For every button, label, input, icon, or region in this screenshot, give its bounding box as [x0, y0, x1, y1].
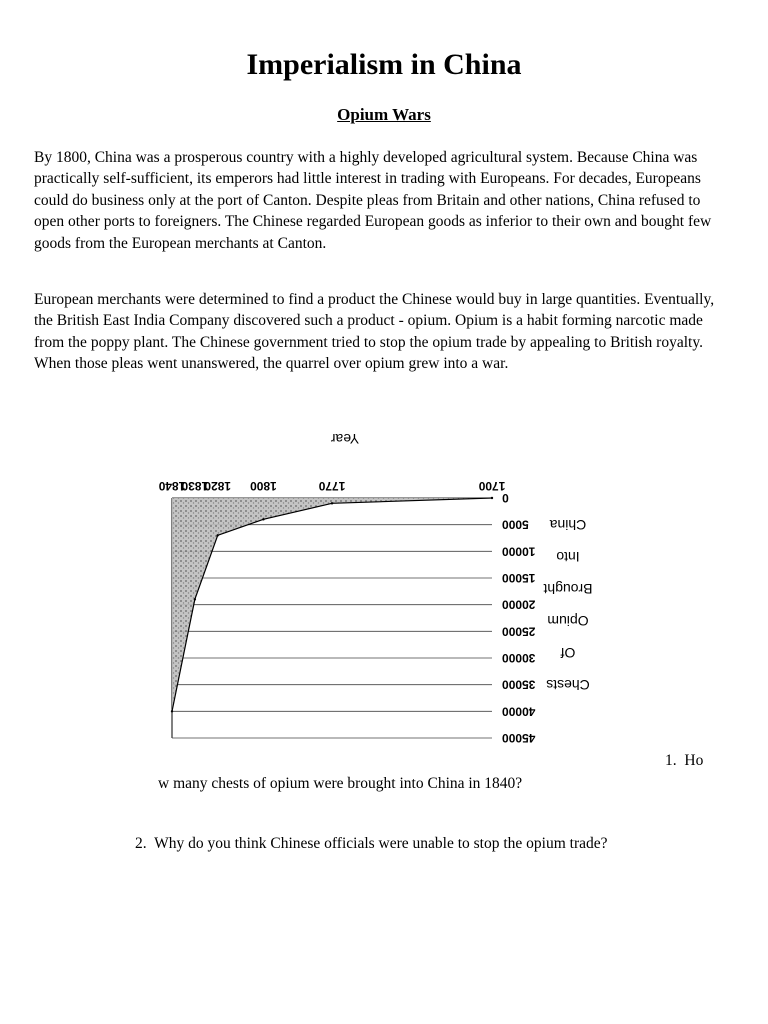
x-tick-label: 1840: [158, 479, 186, 493]
y-tick-label: 40000: [502, 704, 536, 719]
x-tick-label: 1820: [204, 479, 232, 493]
y-axis-label-word: Brought: [543, 581, 593, 597]
question-1-text: w many chests of opium were brought into China in 1840?: [158, 775, 523, 792]
y-tick-label: 35000: [502, 677, 536, 692]
section-subtitle: Opium Wars: [337, 105, 431, 124]
y-tick-label: 15000: [502, 571, 536, 585]
y-tick-label: 20000: [502, 597, 536, 612]
y-tick-label: 0: [502, 491, 509, 505]
x-tick-label: 1770: [318, 479, 346, 493]
question-2-text: Why do you think Chinese officials were unable to stop the opium trade?: [154, 835, 608, 852]
data-point: [262, 518, 264, 520]
x-tick-label: 1800: [250, 479, 277, 493]
chart-labels: [158, 431, 592, 745]
y-axis-label-word: Chests: [546, 677, 590, 693]
paragraph-opium: European merchants were determined to find a product the Chinese would buy in large quantities. Eventually, the British East India Company discovered such a product - opium. Opium is a habit forming narcotic made from the poppy plant. The Chinese government tried to stop the opium trade by appealing to British royalty. When those pleas went unanswered, the quarrel over opium grew into a war.: [34, 291, 715, 373]
y-tick-label: 5000: [502, 517, 529, 532]
x-tick-label: 1830: [181, 479, 209, 493]
question-2-number: 2.: [135, 835, 147, 852]
data-point: [171, 710, 173, 712]
y-tick-label: 25000: [502, 624, 536, 639]
data-point: [194, 598, 196, 600]
y-tick-label: 10000: [502, 544, 536, 559]
question-1-number: 1.: [665, 752, 677, 769]
question-1-start: [665, 752, 703, 770]
data-point: [217, 534, 219, 536]
x-axis-title: Year: [330, 431, 360, 447]
y-axis-label-word: Of: [560, 645, 576, 661]
page-title: Imperialism in China: [246, 48, 522, 81]
question-2: [135, 835, 608, 853]
paragraph-intro: By 1800, China was a prosperous country with a highly developed agricultural system. Because China was practically self-sufficient, its emperors had little interest in trading with Europeans. For decades, Europeans could do business only at the port of Canton. Despite pleas from Britain and other nations, China refused to open other ports to foreigners. The Chinese regarded European goods as inferior to their own and bought few goods from the European merchants at Canton.: [34, 149, 712, 252]
opium-chart: [110, 420, 650, 760]
data-point: [491, 497, 493, 499]
question-1-text-start: Ho: [684, 752, 704, 769]
y-axis-label-word: China: [549, 517, 587, 533]
data-point: [331, 502, 333, 504]
x-tick-label: 1700: [478, 479, 506, 493]
y-tick-label: 45000: [502, 731, 536, 745]
y-tick-label: 30000: [502, 651, 536, 665]
y-axis-label-word: Opium: [547, 613, 589, 629]
y-axis-label-word: Into: [556, 549, 580, 565]
